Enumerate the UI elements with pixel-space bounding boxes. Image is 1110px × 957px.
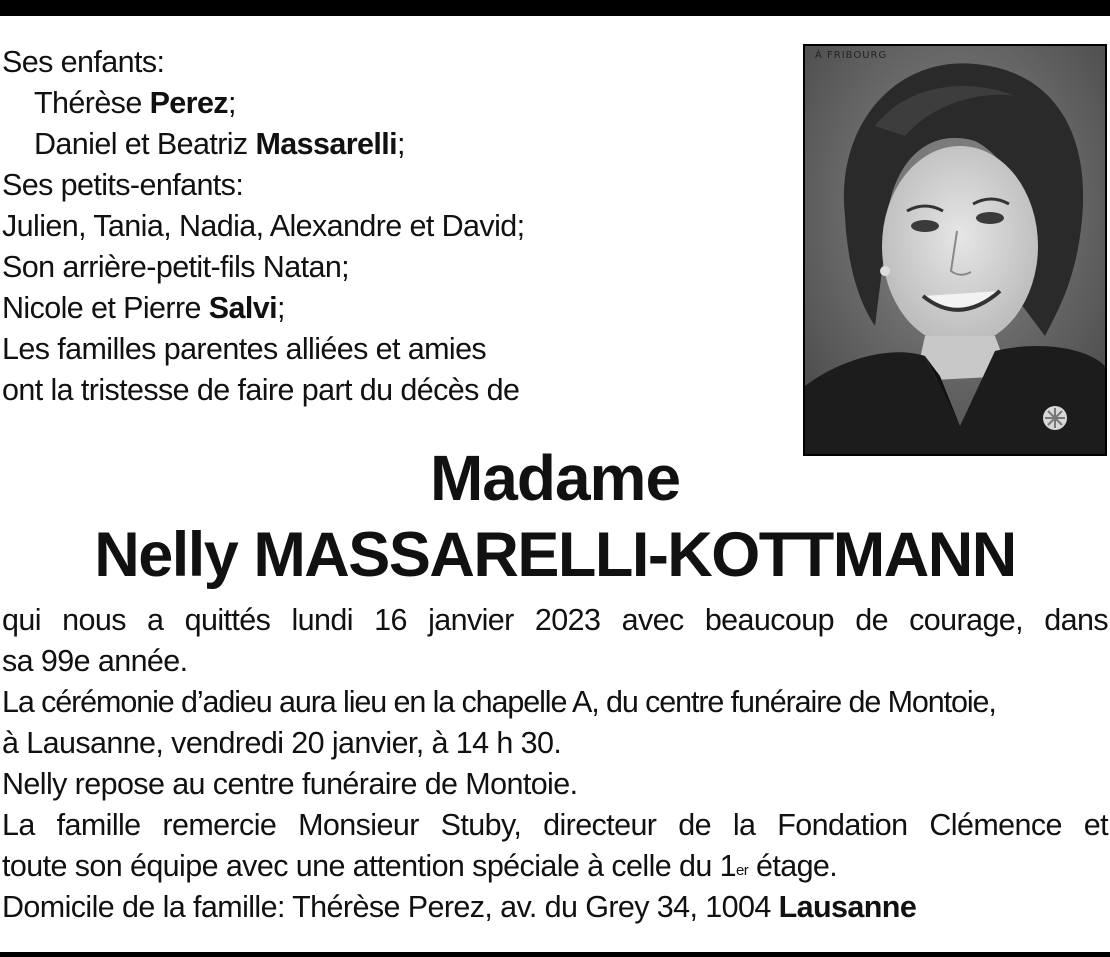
line7-pre: toute son équipe avec une attention spéciale à celle du 1: [2, 849, 736, 883]
photo-stamp: À FRIBOURG: [815, 50, 888, 61]
children-label: Ses enfants:: [2, 45, 165, 79]
others-end: ;: [277, 291, 285, 325]
line7-sup: er: [735, 862, 749, 879]
portrait-photo-icon: [805, 46, 1105, 454]
body-line-3: La cérémonie d’adieu aura lieu en la chapelle A, du centre funéraire de Montoie,: [2, 685, 996, 719]
child-perez: [2, 83, 782, 124]
body-line-2: sa 99e année.: [2, 644, 188, 678]
child2-last: Massarelli: [255, 127, 397, 161]
notice-body: [2, 600, 1108, 928]
others-last: Salvi: [208, 291, 277, 325]
relatives-salvi: [2, 288, 782, 329]
child2-end: ;: [396, 127, 405, 161]
child2-first: Daniel et Beatriz: [34, 127, 256, 161]
great-grandson: Son arrière-petit-fils Natan;: [2, 250, 350, 284]
line8-pre: Domicile de la famille: Thérèse Perez, av. du Grey 34, 1004: [2, 890, 779, 924]
body-line-5: Nelly repose au centre funéraire de Montoie.: [2, 767, 578, 801]
others-first: Nicole et Pierre: [2, 291, 209, 325]
portrait-photo: [803, 44, 1107, 456]
body-line-6: La famille remercie Monsieur Stuby, directeur de la Fondation Clémence et: [2, 808, 1108, 842]
families-line: Les familles parentes alliées et amies: [2, 332, 487, 366]
child1-first: Thérèse: [34, 86, 150, 120]
grandchildren-names: Julien, Tania, Nadia, Alexandre et David;: [2, 209, 525, 243]
deceased-name: Nelly MASSARELLI-KOTTMANN: [94, 520, 1016, 590]
child1-last: Perez: [149, 86, 228, 120]
family-list: [2, 42, 782, 411]
child1-end: ;: [227, 86, 236, 120]
body-line-1: qui nous a quittés lundi 16 janvier 2023 avec beaucoup de courage, dans: [2, 603, 1108, 637]
line8-city: Lausanne: [778, 890, 917, 924]
body-line-4: à Lausanne, vendredi 20 janvier, à 14 h 30.: [2, 726, 562, 760]
bottom-rule: [0, 952, 1110, 957]
announcement-line: ont la tristesse de faire part du décès de: [2, 373, 520, 407]
body-line-8: [2, 887, 1108, 928]
top-rule: [0, 0, 1110, 16]
deceased-title: Madame: [429, 442, 681, 514]
line7-post: étage.: [748, 849, 838, 883]
grandchildren-label: Ses petits-enfants:: [2, 168, 244, 202]
body-line-7: [2, 846, 1108, 887]
child-massarelli: [2, 124, 782, 165]
